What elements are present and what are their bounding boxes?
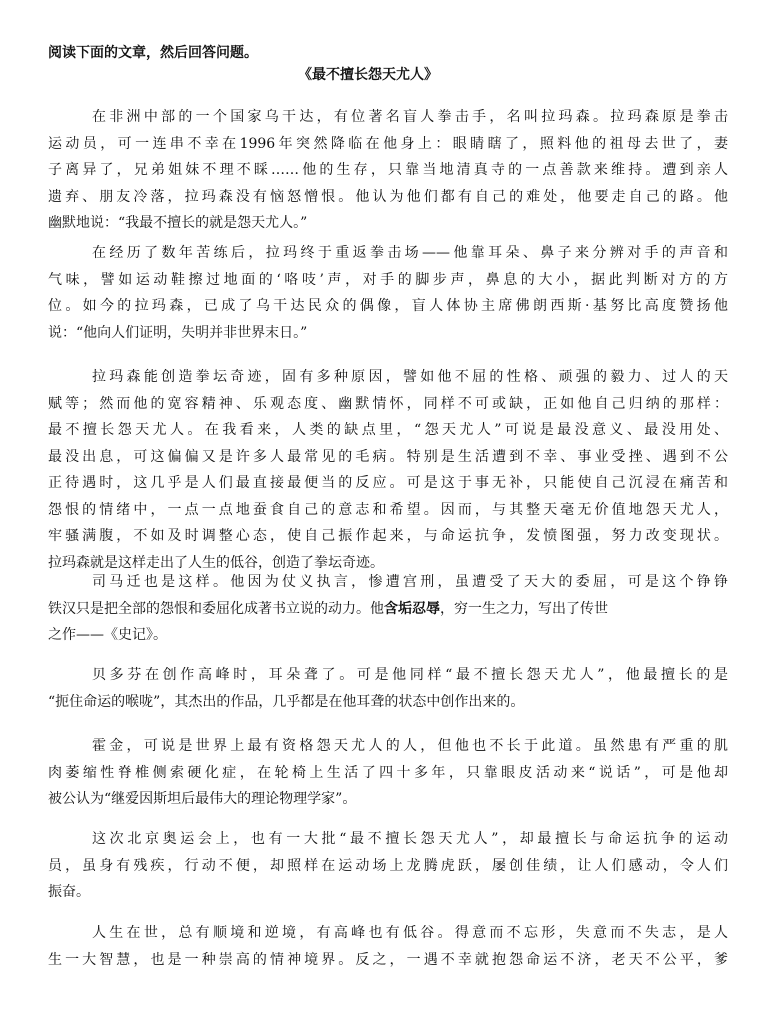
paragraph-line xyxy=(48,596,728,623)
paragraph-line: 霍金，可说是世界上最有资格怨天尤人的人，但他也不长于此道。虽然患有严重的肌 xyxy=(92,738,728,754)
paragraph-line: 最不擅长怨天尤人。在我看来，人类的缺点里，“怨天尤人”可说是最没意义、最没用处、 xyxy=(48,422,728,438)
paragraph-line: 怨恨的情绪中，一点一点地蚕食自己的意志和希望。因而，与其整天毫无价值地怨天尤人， xyxy=(48,501,728,518)
paragraph-line: 被公认为“继爱因斯坦后最伟大的理论物理学家”。 xyxy=(48,791,357,807)
paragraph-line: 之作——《史记》。 xyxy=(48,627,167,643)
paragraph-4 xyxy=(48,569,728,649)
line-text: ，穷一生之力，写出了传世 xyxy=(440,600,608,617)
paragraph-line: 贝多芬在创作高峰时，耳朵聋了。可是他同样“最不擅长怨天尤人”，他最擅长的是 xyxy=(92,667,728,683)
paragraph-line: 最没出息，可这偏偏又是许多人最常见的毛病。特别是生活遭到不幸、事业受挫、遇到不公 xyxy=(48,448,728,465)
article-title: 《最不擅长怨天尤人》 xyxy=(298,67,438,83)
paragraph-7 xyxy=(48,826,728,906)
paragraph-line: 振奋。 xyxy=(48,884,90,900)
paragraph-3 xyxy=(48,364,728,576)
paragraph-line: 牢骚满腹，不如及时调整心态，使自己振作起来，与命运抗争，发愤图强，努力改变现状。 xyxy=(48,528,728,544)
paragraph-line: 员，虽身有残疾，行动不便，却照样在运动场上龙腾虎跃，屡创佳绩，让人们感动，令人们 xyxy=(48,857,728,874)
paragraph-line: 肉萎缩性脊椎侧索硬化症，在轮椅上生活了四十多年，只靠眼皮活动来“说话”，可是他却 xyxy=(48,764,728,781)
paragraph-line: 这次北京奥运会上，也有一大批“最不擅长怨天尤人”，却最擅长与命运抗争的运动 xyxy=(92,831,728,847)
paragraph-line: 子离异了，兄弟姐妹不理不睬……他的生存，只靠当地清真寺的一点善款来维持。遭到亲人 xyxy=(48,162,728,178)
paragraph-line: 说：“他向人们证明，失明并非世界末日。” xyxy=(48,324,308,341)
paragraph-line: “扼住命运的喉咙”，其杰出的作品，几乎都是在他耳聋的状态中创作出来的。 xyxy=(48,693,525,710)
paragraph-line: 气味，譬如运动鞋擦过地面的‘咯吱’声，对手的脚步声，鼻息的大小，据此判断对方的方 xyxy=(48,271,728,288)
bold-phrase: 含垢忍辱 xyxy=(384,600,440,617)
paragraph-line: 幽默地说：“我最不擅长的就是怨天尤人。” xyxy=(48,215,308,231)
paragraph-1 xyxy=(48,104,728,237)
paragraph-line: 赋等；然而他的宽容精神、乐观态度、幽默情怀，同样不可或缺，正如他自己归纳的那样： xyxy=(48,395,728,412)
paragraph-line: 位。如今的拉玛森，已成了乌干达民众的偶像，盲人体协主席佛朗西斯·基努比高度赞扬他 xyxy=(48,298,728,314)
paragraph-line: 正待遇时，这几乎是人们最直接最便当的反应。可是这于事无补，只能使自己沉浸在痛苦和 xyxy=(48,475,728,491)
paragraph-6 xyxy=(48,733,728,813)
instruction-text: 阅读下面的文章，然后回答问题。 xyxy=(48,45,258,61)
paragraph-line: 司马迁也是这样。他因为仗义执言，惨遭宫刑，虽遭受了天大的委屈，可是这个铮铮 xyxy=(92,574,728,590)
paragraph-line: 拉玛森能创造拳坛奇迹，固有多种原因，譬如他不屈的性格、顽强的毅力、过人的天 xyxy=(92,369,728,385)
paragraph-line: 人生在世，总有顺境和逆境，有高峰也有低谷。得意而不忘形，失意而不失志，是人 xyxy=(92,925,728,941)
line-text: 铁汉只是把全部的怨恨和委屈化成著书立说的动力。他 xyxy=(48,600,384,617)
paragraph-line: 生一大智慧，也是一种崇高的情神境界。反之，一遇不幸就抱怨命运不济，老天不公平，爹 xyxy=(48,951,728,968)
paragraph-5 xyxy=(48,662,728,715)
paragraph-line: 在非洲中部的一个国家乌干达，有位著名盲人拳击手，名叫拉玛森。拉玛森原是拳击 xyxy=(92,109,728,125)
paragraph-line: 遗弃、朋友冷落，拉玛森没有恼怒憎恨。他认为他们都有自己的难处，他要走自己的路。他 xyxy=(48,188,728,205)
paragraph-2 xyxy=(48,240,728,346)
paragraph-line: 在经历了数年苦练后，拉玛终于重返拳击场——他靠耳朵、鼻子来分辨对手的声音和 xyxy=(92,245,728,261)
paragraph-line: 拉玛森就是这样走出了人生的低谷，创造了拳坛奇迹。 xyxy=(48,554,384,571)
paragraph-8 xyxy=(48,920,728,973)
paragraph-line: 运动员，可一连串不幸在1996年突然降临在他身上：眼睛瞎了，照料他的祖母去世了，妻 xyxy=(48,135,728,152)
